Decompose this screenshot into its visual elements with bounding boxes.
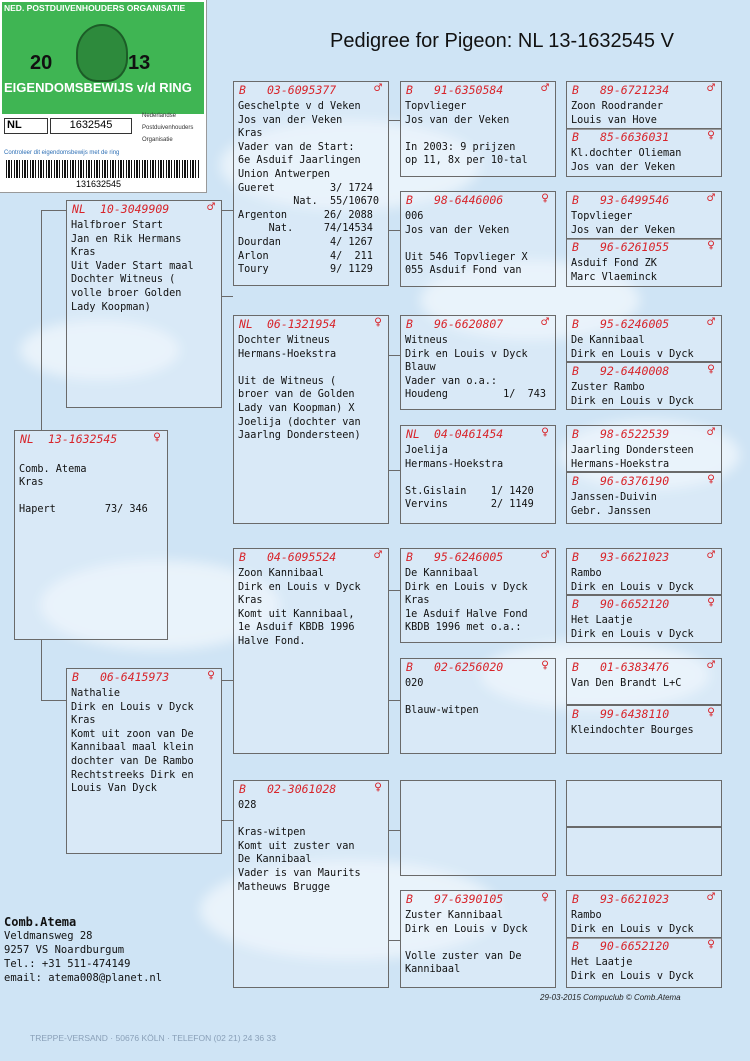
connector-line	[222, 210, 233, 211]
country-prefix: B	[72, 670, 79, 684]
sex-icon: ♀	[707, 472, 715, 487]
ring-number: 85-6636031	[600, 130, 670, 144]
ring-number: 95-6246005	[434, 550, 504, 564]
ring-number: 02-6256020	[434, 660, 504, 674]
connector-line	[222, 820, 233, 821]
card-year-left: 20	[30, 52, 53, 74]
card-organisation: NED. POSTDUIVENHOUDERS ORGANISATIE	[4, 3, 186, 13]
country-prefix: B	[239, 782, 246, 796]
ring-number: 97-6390105	[434, 892, 504, 906]
ring-number: 96-6376190	[600, 474, 670, 488]
pigeon-details: De Kannibaal Dirk en Louis v Dyck	[571, 335, 694, 360]
pigeon-details: Rambo Dirk en Louis v Dyck	[571, 910, 694, 935]
connector-line	[41, 700, 66, 701]
sex-icon: ♀	[207, 668, 215, 683]
pigeon-details: Kl.dochter Olieman Jos van der Veken	[571, 148, 682, 173]
pigeon-details: 028 Kras-witpen Komt uit zuster van De Kannibaal Vader is van Maurits Matheuws Brugge	[238, 800, 361, 893]
connector-line	[41, 640, 42, 700]
sex-icon: ♀	[707, 705, 715, 720]
pigeon-card-g10	[566, 595, 722, 643]
pigeon-header	[401, 192, 555, 208]
pigeon-header	[567, 473, 721, 489]
pigeon-header	[234, 549, 388, 565]
pigeon-details: Topvlieger Jos van der Veken In 2003: 9 prijzen op 11, 8x per 10-tal	[405, 101, 528, 167]
card-npo-letters	[142, 110, 193, 146]
country-prefix: B	[239, 83, 246, 97]
connector-line	[389, 700, 400, 701]
sex-icon: ♂	[541, 548, 549, 563]
ring-number: 01-6383476	[600, 660, 670, 674]
card-heading: EIGENDOMSBEWIJS v/d RING	[4, 80, 192, 95]
country-prefix: B	[406, 317, 413, 331]
ring-number: 99-6438110	[600, 707, 670, 721]
pigeon-card-g3	[566, 191, 722, 240]
sex-icon: ♀	[707, 937, 715, 952]
sex-icon: ♂	[707, 890, 715, 905]
pigeon-header	[567, 938, 721, 954]
pigeon-card-g15	[566, 890, 722, 939]
sex-icon: ♂	[707, 425, 715, 440]
country-prefix: B	[572, 427, 579, 441]
pigeon-details: Zuster Kannibaal Dirk en Louis v Dyck Volle zuster van De Kannibaal	[405, 910, 528, 976]
country-prefix: B	[572, 364, 579, 378]
pigeon-header	[401, 781, 555, 797]
pigeon-header	[567, 781, 721, 797]
pigeon-card-fff	[400, 81, 556, 177]
sex-icon: ♂	[374, 81, 382, 96]
pigeon-details: De Kannibaal Dirk en Louis v Dyck Kras 1e Asduif Halve Fond KBDB 1996 met o.a.:	[405, 568, 528, 634]
pigeon-card-g16	[566, 937, 722, 988]
connector-line	[389, 470, 400, 471]
ring-number: 04-0461454	[434, 427, 504, 441]
pigeon-header	[567, 891, 721, 907]
ring-number: 04-6095524	[267, 550, 337, 564]
pigeon-card-g12	[566, 705, 722, 754]
pigeon-card-mm	[233, 780, 389, 988]
country-prefix: B	[239, 550, 246, 564]
pigeon-header	[401, 891, 555, 907]
pigeon-header	[567, 363, 721, 379]
ring-ownership-card	[0, 0, 207, 193]
card-country: NL	[4, 118, 48, 134]
barcode-text: 131632545	[76, 179, 122, 189]
country-prefix: B	[572, 597, 579, 611]
pigeon-details: 020 Blauw-witpen	[405, 678, 479, 717]
country-prefix: B	[572, 317, 579, 331]
country-prefix: B	[406, 892, 413, 906]
pigeon-details: Kleindochter Bourges	[571, 725, 694, 736]
pigeon-card-mmm	[400, 890, 556, 988]
pigeon-card-m	[66, 668, 222, 854]
country-prefix: B	[406, 660, 413, 674]
connector-line	[41, 210, 42, 430]
pigeon-card-mf	[233, 548, 389, 754]
pigeon-header	[567, 239, 721, 255]
pigeon-header	[234, 82, 388, 98]
ring-number: 06-6415973	[100, 670, 170, 684]
ring-number: 13-1632545	[48, 432, 118, 446]
sex-icon: ♂	[707, 658, 715, 673]
pigeon-header	[567, 828, 721, 844]
pigeon-card-fmm	[400, 425, 556, 524]
print-date-footer: 29-03-2015 Compuclub © Comb.Atema	[540, 993, 681, 1002]
pigeon-details: Nathalie Dirk en Louis v Dyck Kras Komt uit zoon van De Kannibaal maal klein dochter van De Rambo Rechtstreeks Dirk en Louis Van Dyck	[71, 688, 194, 795]
pigeon-header	[15, 431, 167, 447]
pigeon-details: Rambo Dirk en Louis v Dyck	[571, 568, 694, 593]
country-prefix: B	[572, 130, 579, 144]
pigeon-header	[234, 316, 388, 332]
pigeon-header	[67, 669, 221, 685]
country-prefix: B	[572, 83, 579, 97]
country-prefix: B	[572, 193, 579, 207]
sex-icon: ♂	[374, 548, 382, 563]
pigeon-header	[567, 426, 721, 442]
ring-number: 90-6652120	[600, 597, 670, 611]
connector-line	[389, 355, 400, 356]
lion-crest-icon	[76, 24, 128, 82]
country-prefix: B	[572, 474, 579, 488]
pigeon-details: Witneus Dirk en Louis v Dyck Blauw Vader van o.a.: Houdeng 1/ 743	[405, 335, 547, 401]
pigeon-card-g2	[566, 128, 722, 177]
pigeon-details: Van Den Brandt L+C	[571, 678, 682, 689]
sex-icon: ♀	[374, 315, 382, 330]
ring-number: 93-6621023	[600, 892, 670, 906]
country-prefix: B	[572, 550, 579, 564]
pigeon-card-g11	[566, 658, 722, 705]
pigeon-details: Zoon Roodrander Louis van Hove	[571, 101, 664, 126]
card-ring-number: 1632545	[50, 118, 132, 134]
ring-number: 93-6499546	[600, 193, 670, 207]
ring-number: 06-1321954	[267, 317, 337, 331]
ring-number: 89-6721234	[600, 83, 670, 97]
ring-number: 98-6522539	[600, 427, 670, 441]
pigeon-card-g14	[566, 827, 722, 876]
ring-number: 93-6621023	[600, 550, 670, 564]
pigeon-details: Dochter Witneus Hermans-Hoekstra Uit de Witneus ( broer van de Golden Lady van Koopman) X Joelija (dochter van Jaarlng Dondersteen)	[238, 335, 361, 442]
ring-number: 92-6440008	[600, 364, 670, 378]
sex-icon: ♀	[374, 780, 382, 795]
pigeon-card-g9	[566, 548, 722, 595]
sex-icon: ♂	[541, 315, 549, 330]
pigeon-card-ff	[233, 81, 389, 286]
sex-icon: ♀	[541, 890, 549, 905]
pigeon-header	[567, 316, 721, 332]
pigeon-details: Janssen-Duivin Gebr. Janssen	[571, 492, 657, 517]
pigeon-card-f	[66, 200, 222, 408]
connector-line	[389, 120, 400, 121]
sex-icon: ♀	[541, 658, 549, 673]
pigeon-header	[401, 549, 555, 565]
pigeon-header	[401, 659, 555, 675]
pigeon-card-g6	[566, 362, 722, 410]
country-prefix: B	[406, 83, 413, 97]
sex-icon: ♀	[153, 430, 161, 445]
pigeon-card-mff	[400, 548, 556, 643]
connector-line	[389, 230, 400, 231]
pigeon-header	[567, 82, 721, 98]
pigeon-header	[567, 706, 721, 722]
connector-line	[41, 210, 66, 211]
pigeon-details: Zuster Rambo Dirk en Louis v Dyck	[571, 382, 694, 407]
pigeon-card-fmf	[400, 315, 556, 410]
pigeon-header	[567, 596, 721, 612]
country-prefix: B	[406, 550, 413, 564]
connector-line	[222, 680, 233, 681]
connector-line	[389, 940, 400, 941]
breeder-name: Comb.Atema	[4, 915, 77, 929]
ring-number: 96-6620807	[434, 317, 504, 331]
country-prefix: B	[572, 240, 579, 254]
pigeon-card-g1	[566, 81, 722, 130]
country-prefix: B	[572, 939, 579, 953]
pigeon-card-ffm	[400, 191, 556, 287]
connector-line	[389, 830, 400, 831]
pigeon-details: Zoon Kannibaal Dirk en Louis v Dyck Kras Komt uit Kannibaal, 1e Asduif KBDB 1996 Halve Fond.	[238, 568, 361, 647]
sex-icon: ♀	[707, 128, 715, 143]
pigeon-details: Geschelpte v d Veken Jos van der Veken Kras Vader van de Start: 6e Asduif Jaarlingen Union Antwerpen Gueret 3/ 1724 Nat. 55/10670 Argenton 26/ 2088 Nat. 74/14534 Dourdan 4/ 1267 Arlon 4/ 211 Toury 9/ 1129	[238, 101, 380, 276]
pigeon-card-g7	[566, 425, 722, 472]
pigeon-details: Comb. Atema Kras Hapert 73/ 346	[19, 463, 148, 516]
country-prefix: B	[572, 707, 579, 721]
pigeon-header	[401, 82, 555, 98]
sex-icon: ♀	[707, 238, 715, 253]
connector-line	[389, 590, 400, 591]
pigeon-details: Jaarling Dondersteen Hermans-Hoekstra	[571, 445, 694, 470]
ring-number: 91-6350584	[434, 83, 504, 97]
pigeon-details: Asduif Fond ZK Marc Vlaeminck	[571, 258, 657, 283]
npo-line-3: Organisatie	[142, 137, 173, 143]
breeder-tel: Tel.: +31 511-474149	[4, 958, 131, 970]
paper-print-footer: TREPPE-VERSAND · 50676 KÖLN · TELEFON (02 21) 24 36 33	[30, 1033, 276, 1043]
barcode	[6, 160, 200, 178]
breeder-email: email: atema008@planet.nl	[4, 972, 163, 984]
pigeon-header	[567, 549, 721, 565]
ring-number: 02-3061028	[267, 782, 337, 796]
pigeon-header	[401, 316, 555, 332]
sex-icon: ♂	[707, 548, 715, 563]
pigeon-details: Het Laatje Dirk en Louis v Dyck	[571, 957, 694, 982]
country-prefix: B	[572, 892, 579, 906]
pigeon-details: Halfbroer Start Jan en Rik Hermans Kras Uit Vader Start maal Dochter Witneus ( volle broer Golden Lady Koopman)	[71, 220, 194, 313]
connector-line	[222, 296, 233, 297]
pigeon-card-main	[14, 430, 168, 640]
sex-icon: ♂	[207, 200, 215, 215]
page-title: Pedigree for Pigeon: NL 13-1632545 V	[330, 30, 674, 52]
ring-number: 96-6261055	[600, 240, 670, 254]
pigeon-header	[67, 201, 221, 217]
sex-icon: ♀	[707, 595, 715, 610]
pigeon-header	[567, 659, 721, 675]
country-prefix: NL	[406, 427, 420, 441]
country-prefix: NL	[72, 202, 86, 216]
pigeon-card-g4	[566, 238, 722, 287]
sex-icon: ♂	[707, 81, 715, 96]
country-prefix: NL	[239, 317, 253, 331]
card-year-right: 13	[128, 52, 151, 74]
npo-line-1: Nederlandse	[142, 113, 177, 119]
breeder-city: 9257 VS Noardburgum	[4, 944, 125, 956]
pigeon-card-g5	[566, 315, 722, 362]
card-control-note: Controleer dit eigendomsbewijs met de ring	[4, 150, 120, 156]
ring-number: 03-6095377	[267, 83, 337, 97]
sex-icon: ♂	[707, 315, 715, 330]
ring-number: 90-6652120	[600, 939, 670, 953]
pigeon-header	[567, 129, 721, 145]
country-prefix: B	[572, 660, 579, 674]
breeder-address	[4, 915, 162, 985]
pigeon-details: Topvlieger Jos van der Veken	[571, 211, 676, 236]
pigeon-header	[401, 426, 555, 442]
pigeon-card-fm	[233, 315, 389, 524]
sex-icon: ♀	[541, 425, 549, 440]
pigeon-header	[234, 781, 388, 797]
sex-icon: ♀	[707, 362, 715, 377]
pigeon-card-mfm	[400, 658, 556, 754]
ring-number: 98-6446006	[434, 193, 504, 207]
pigeon-details: Het Laatje Dirk en Louis v Dyck	[571, 615, 694, 640]
pigeon-card-g8	[566, 472, 722, 524]
sex-icon: ♀	[541, 191, 549, 206]
ring-number: 95-6246005	[600, 317, 670, 331]
country-prefix: B	[406, 193, 413, 207]
sex-icon: ♂	[541, 81, 549, 96]
country-prefix: NL	[20, 432, 34, 446]
pigeon-details: Joelija Hermans-Hoekstra St.Gislain 1/ 1420 Vervins 2/ 1149	[405, 445, 534, 511]
pigeon-details: 006 Jos van der Veken Uit 546 Topvlieger X 055 Asduif Fond van	[405, 211, 528, 277]
pigeon-card-mmf	[400, 780, 556, 876]
pigeon-card-g13	[566, 780, 722, 827]
sex-icon: ♂	[707, 191, 715, 206]
pigeon-header	[567, 192, 721, 208]
ring-number: 10-3049909	[100, 202, 170, 216]
npo-line-2: Postduivenhouders	[142, 125, 194, 131]
breeder-street: Veldmansweg 28	[4, 930, 93, 942]
